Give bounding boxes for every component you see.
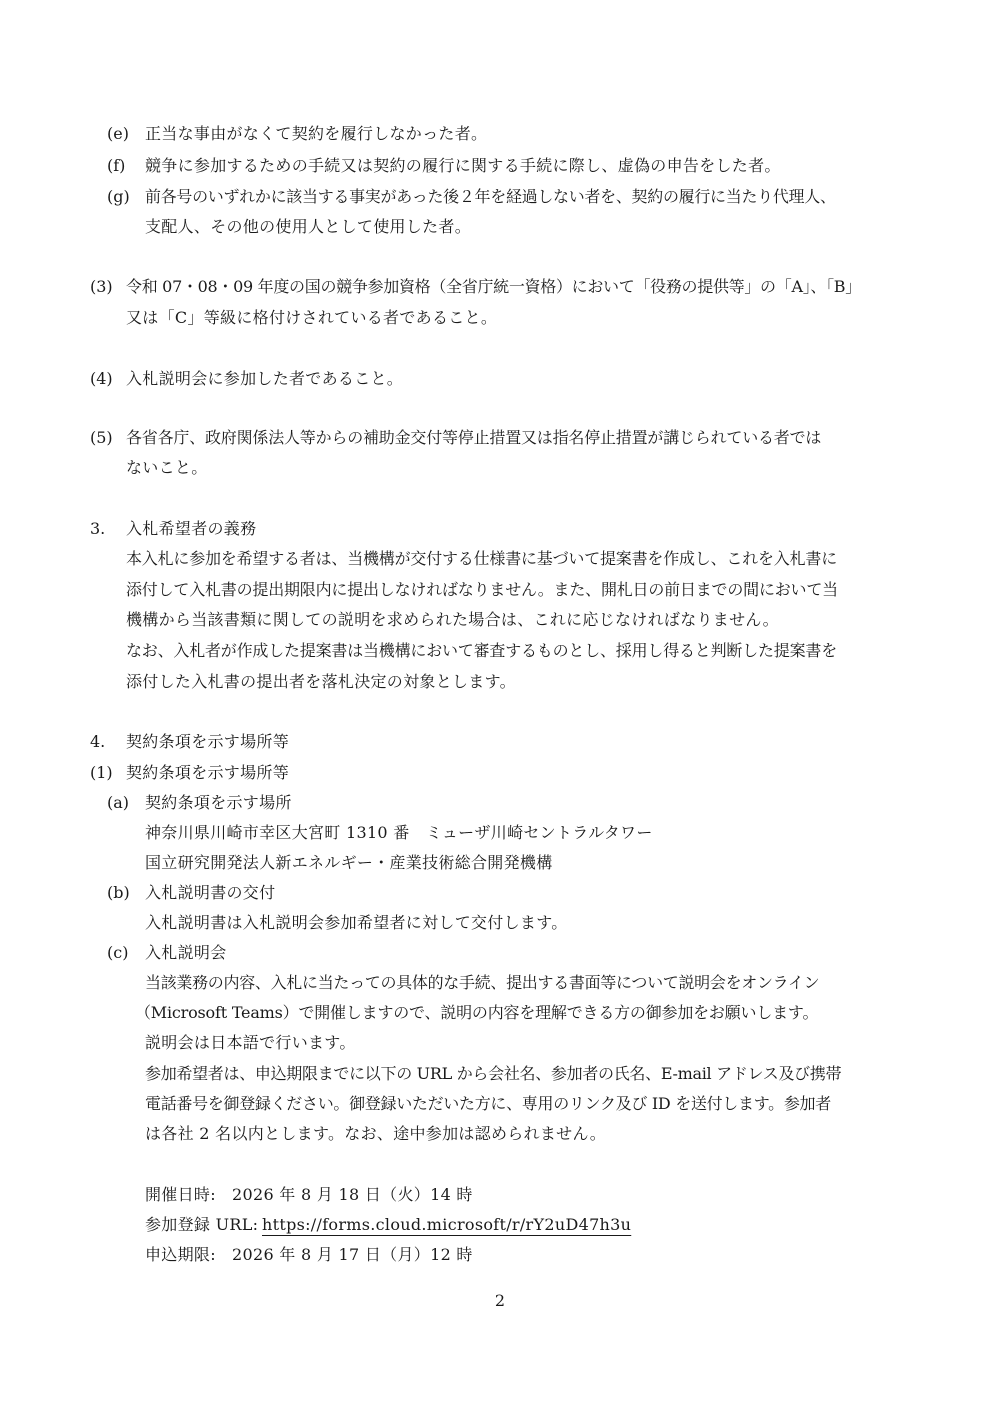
para-4-text: 入札説明会に参加した者であること。 bbox=[126, 369, 404, 388]
registration-url-label: 参加登録 URL: bbox=[145, 1215, 259, 1234]
item-marker-e: (e) bbox=[107, 124, 129, 143]
item-f-text: 競争に参加するための手続又は契約の履行に関する手続に際し、虚偽の申告をした者。 bbox=[145, 156, 781, 175]
section-3-number: 3. bbox=[90, 519, 106, 538]
item-marker-f: (f) bbox=[107, 156, 126, 175]
item-g-line2: 支配人、その他の使用人として使用した者。 bbox=[145, 217, 472, 236]
item-a-organization: 国立研究開発法人新エネルギー・産業技術総合開発機構 bbox=[145, 853, 553, 872]
item-c-line5: 電話番号を御登録ください。御登録いただいた方に、専用のリンク及び ID を送付します。参加者 bbox=[145, 1094, 831, 1113]
item-c-line3: 説明会は日本語で行います。 bbox=[145, 1033, 356, 1052]
item-c-line6: は各社 2 名以内とします。なお、途中参加は認められません。 bbox=[145, 1124, 607, 1143]
item-c-line4: 参加希望者は、申込期限までに以下の URL から会社名、参加者の氏名、E-mail アドレス及び携帯 bbox=[145, 1064, 842, 1083]
item-b-heading: 入札説明書の交付 bbox=[145, 883, 276, 902]
para-5-line2: ないこと。 bbox=[126, 458, 208, 477]
section-3-para2-line1: なお、入札者が作成した提案書は当機構において審査するものとし、採用し得ると判断した提案書を bbox=[126, 641, 838, 660]
item-b-text: 入札説明書は入札説明会参加希望者に対して交付します。 bbox=[145, 913, 568, 932]
section-4-1-text: 契約条項を示す場所等 bbox=[126, 763, 290, 782]
item-c-heading: 入札説明会 bbox=[145, 943, 227, 962]
item-marker-a: (a) bbox=[107, 793, 130, 812]
item-a-address: 神奈川県川崎市幸区大宮町 1310 番 ミューザ川崎セントラルタワー bbox=[145, 823, 653, 842]
section-3-para2-line2: 添付した入札書の提出者を落札決定の対象とします。 bbox=[126, 672, 516, 691]
item-g-line1: 前各号のいずれかに該当する事実があった後２年を経過しない者を、契約の履行に当たり代理人、 bbox=[145, 187, 836, 206]
item-c-line2: （Microsoft Teams）で開催しますので、説明の内容を理解できる方の御参加をお願いします。 bbox=[135, 1003, 819, 1022]
item-marker-b: (b) bbox=[107, 883, 130, 902]
item-e-text: 正当な事由がなくて契約を履行しなかった者。 bbox=[145, 124, 488, 143]
section-3-para1-line1: 本入札に参加を希望する者は、当機構が交付する仕様書に基づいて提案書を作成し、これを入札書に bbox=[126, 549, 838, 568]
item-c-line1: 当該業務の内容、入札に当たっての具体的な手続、提出する書面等について説明会をオンライン bbox=[145, 973, 820, 992]
para-marker-5: (5) bbox=[90, 428, 113, 447]
event-date-label: 開催日時: bbox=[145, 1185, 216, 1204]
section-4-1-marker: (1) bbox=[90, 763, 113, 782]
event-date-value: 2026 年 8 月 18 日（火）14 時 bbox=[232, 1185, 473, 1204]
item-a-heading: 契約条項を示す場所 bbox=[145, 793, 292, 812]
item-marker-g: (g) bbox=[107, 187, 130, 206]
deadline-label: 申込期限: bbox=[145, 1245, 216, 1264]
para-marker-4: (4) bbox=[90, 369, 113, 388]
section-3-para1-line3: 機構から当該書類に関しての説明を求められた場合は、これに応じなければなりません。 bbox=[126, 610, 779, 629]
item-marker-c: (c) bbox=[107, 943, 129, 962]
section-3-para1-line2: 添付して入札書の提出期限内に提出しなければなりません。また、開札日の前日までの間において当 bbox=[126, 580, 838, 599]
registration-url-link[interactable]: https://forms.cloud.microsoft/r/rY2uD47h3u bbox=[262, 1215, 632, 1234]
para-3-line2: 又は「C」等級に格付けされている者であること。 bbox=[126, 308, 498, 327]
section-4-number: 4. bbox=[90, 732, 106, 751]
section-3-heading: 入札希望者の義務 bbox=[126, 519, 257, 538]
page-number: 2 bbox=[494, 1291, 506, 1310]
para-5-line1: 各省各庁、政府関係法人等からの補助金交付等停止措置又は指名停止措置が講じられている者では bbox=[126, 428, 822, 447]
deadline-value: 2026 年 8 月 17 日（月）12 時 bbox=[232, 1245, 473, 1264]
para-3-line1: 令和 07・08・09 年度の国の競争参加資格（全省庁統一資格）において「役務の提供等」の「A」、「B」 bbox=[126, 277, 861, 296]
para-marker-3: (3) bbox=[90, 277, 113, 296]
section-4-heading: 契約条項を示す場所等 bbox=[126, 732, 290, 751]
